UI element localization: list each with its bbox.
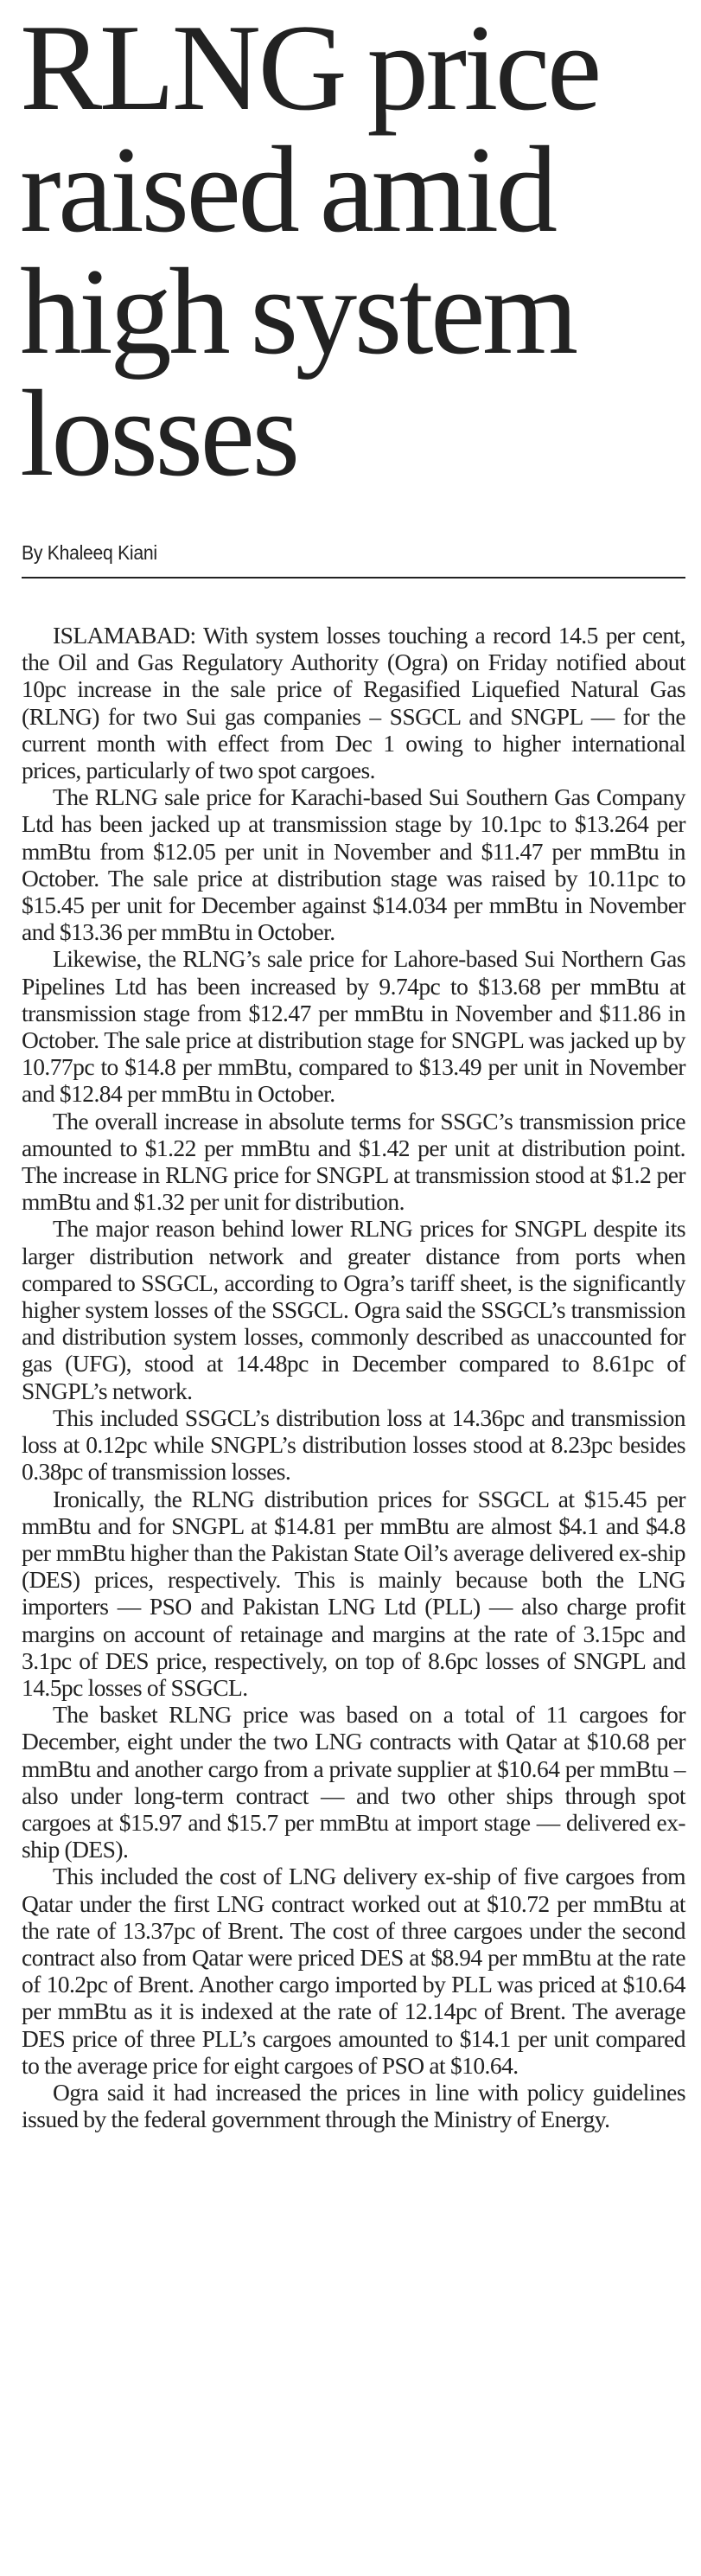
headline-line-2: raised amid bbox=[20, 121, 555, 258]
paragraph-1: ISLAMABAD: With system losses touching a record 14.5 per cent, the Oil and Gas Regulatory Authority (Ogra) on Friday notified about 10pc increase in the sale price of Regasified Liquefied Natural Gas (RLNG) for two Sui gas companies – SSGCL and SNGPL — for the current month with effect from Dec 1 owing to higher international prices, particularly of two spot cargoes. bbox=[22, 622, 685, 784]
paragraph-5: The major reason behind lower RLNG prices for SNGPL despite its larger distribution network and greater distance from ports when compared to SSGCL, according to Ogra’s tariff sheet, is the significantly higher system losses of the SSGCL. Ogra said the SSGCL’s transmission and distribution system losses, commonly described as unaccounted for gas (UFG), stood at 14.48pc in December compared to 8.61pc of SNGPL’s network. bbox=[22, 1215, 685, 1404]
paragraph-2: The RLNG sale price for Karachi-based Sui Southern Gas Company Ltd has been jacked up at transmission stage by 10.1pc to $13.264 per mmBtu from $12.05 per unit in November and $11.47 per mmBtu in October. The sale price at distribution stage was raised by 10.11pc to $15.45 per unit for December against $14.034 per mmBtu in November and $13.36 per mmBtu in October. bbox=[22, 783, 685, 946]
paragraph-8: The basket RLNG price was based on a total of 11 cargoes for December, eight under the two LNG contracts with Qatar at $10.68 per mmBtu and another cargo from a private supplier at $10.64 per mmBtu – also under long-term contract — and two other ships through spot cargoes at $15.97 and $15.7 per mmBtu at import stage — delivered ex-ship (DES). bbox=[22, 1701, 685, 1863]
paragraph-6: This included SSGCL’s distribution loss at 14.36pc and transmission loss at 0.12pc while SNGPL’s distribution losses stood at 8.23pc besides 0.38pc of transmission losses. bbox=[22, 1403, 685, 1486]
byline: By Khaleeq Kiani bbox=[22, 541, 157, 564]
paragraph-3: Likewise, the RLNG’s sale price for Lahore-based Sui Northern Gas Pipelines Ltd has been increased by 9.74pc to $13.68 per mmBtu at transmission stage from $12.47 per mmBtu in November and $11.86 in October. The sale price at distribution stage for SNGPL was jacked up by 10.77pc to $14.8 per mmBtu, compared to $13.49 per unit in November and $12.84 per mmBtu in October. bbox=[22, 945, 685, 1108]
article-body bbox=[22, 622, 685, 2132]
headline-line-3: high system bbox=[20, 243, 576, 380]
paragraph-9: This included the cost of LNG delivery ex-ship of five cargoes from Qatar under the first LNG contract worked out at $10.72 per mmBtu at the rate of 13.37pc of Brent. The cost of three cargoes under the second contract also from Qatar were priced DES at $8.94 per mmBtu at the rate of 10.2pc of Brent. Another cargo imported by PLL was priced at $10.64 per mmBtu as it is indexed at the rate of 12.14pc of Brent. The average DES price of three PLL’s cargoes amounted to $14.1 per unit compared to the average price for eight cargoes of PSO at $10.64. bbox=[22, 1863, 685, 2079]
byline-divider bbox=[22, 577, 685, 578]
headline bbox=[20, 0, 701, 502]
headline-line-4: losses bbox=[20, 365, 297, 502]
headline-line-1: RLNG price bbox=[20, 0, 599, 136]
paragraph-10: Ogra said it had increased the prices in line with policy guidelines issued by the federal government through the Ministry of Energy. bbox=[22, 2078, 685, 2133]
paragraph-7: Ironically, the RLNG distribution prices for SSGCL at $15.45 per mmBtu and for SNGPL at $14.81 per mmBtu are almost $4.1 and $4.8 per mmBtu higher than the Pakistan State Oil’s average delivered ex-ship (DES) prices, respectively. This is mainly because both the LNG importers — PSO and Pakistan LNG Ltd (PLL) — also charge profit margins on account of retainage and margins at the rate of 3.15pc and 3.1pc of DES price, respectively, on top of 8.6pc losses of SNGPL and 14.5pc losses of SSGCL. bbox=[22, 1485, 685, 1701]
paragraph-4: The overall increase in absolute terms for SSGC’s transmission price amounted to $1.22 per mmBtu and $1.42 per unit at distribution point. The increase in RLNG price for SNGPL at transmission stood at $1.2 per mmBtu and $1.32 per unit for distribution. bbox=[22, 1107, 685, 1216]
